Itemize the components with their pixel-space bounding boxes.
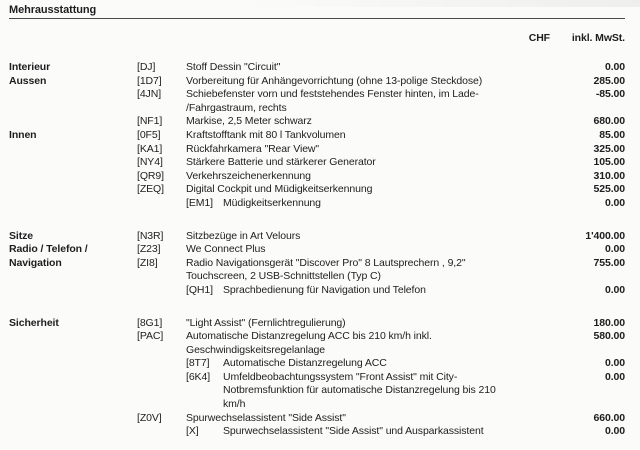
- description-line: /Fahrgastraum, rechts: [186, 101, 287, 114]
- option-description: [186, 183, 513, 197]
- table-row: [9, 156, 625, 170]
- table-row: [9, 371, 625, 412]
- option-price: 680.00: [593, 115, 625, 128]
- description-line: Spurwechselassistent "Side Assist" und Ausparkassistent: [223, 425, 484, 438]
- option-code: [Z0V]: [137, 411, 162, 424]
- sub-option-text: [223, 357, 513, 371]
- option-code: [ZEQ]: [137, 183, 164, 196]
- description-line: Digital Cockpit und Müdigkeitserkennung: [186, 183, 373, 196]
- table-row: [9, 61, 625, 75]
- options-table: [9, 61, 625, 439]
- description-line: Touchscreen, 2 USB-Schnittstellen (Typ C): [186, 270, 381, 283]
- description-line: Kraftstofftank mit 80 l Tankvolumen: [186, 128, 346, 141]
- description-line: Stoff Dessin "Circuit": [186, 61, 281, 73]
- category-label: Aussen: [9, 74, 47, 87]
- sub-option-text: [223, 425, 513, 439]
- option-price: 0.00: [604, 61, 625, 73]
- table-row: [9, 170, 625, 184]
- sub-option-code: [EM1]: [186, 196, 213, 209]
- description-line: km/h: [223, 398, 246, 411]
- sub-option-code: [6K4]: [186, 370, 211, 383]
- table-row: [9, 88, 625, 115]
- description-line: Notbremsfunktion für automatische Distanzregelung bis 210: [223, 384, 496, 397]
- description-line: Spurwechselassistent "Side Assist": [186, 411, 346, 424]
- sub-option-code: [8T7]: [186, 357, 210, 370]
- option-price: 755.00: [593, 256, 625, 269]
- category-label: Interieur: [9, 61, 51, 73]
- table-row: [9, 129, 625, 143]
- table-row: [9, 243, 625, 257]
- option-code: [KA1]: [137, 142, 163, 155]
- option-description: [186, 243, 513, 257]
- option-price: 85.00: [599, 128, 625, 141]
- title-divider: [9, 18, 625, 19]
- description-line: Sprachbedienung für Navigation und Telefon: [223, 283, 426, 296]
- category-label: Radio / Telefon /: [9, 243, 88, 256]
- description-line: Automatische Distanzregelung ACC bis 210 km/h inkl.: [186, 330, 432, 343]
- option-price: 660.00: [593, 411, 625, 424]
- option-price: -85.00: [595, 88, 625, 101]
- option-code: [NF1]: [137, 115, 163, 128]
- description-line: "Light Assist" (Fernlichtregulierung): [186, 316, 346, 329]
- option-description: [186, 61, 513, 75]
- category-label: Innen: [9, 128, 37, 141]
- option-code: [DJ]: [137, 61, 156, 73]
- option-price: 285.00: [593, 74, 625, 87]
- option-code: [Z23]: [137, 243, 161, 256]
- option-description: [186, 284, 513, 298]
- table-row: [9, 425, 625, 439]
- option-description: [186, 115, 513, 129]
- option-code: [N3R]: [137, 229, 164, 242]
- table-row: [9, 412, 625, 426]
- table-row: [9, 115, 625, 129]
- option-price: 0.00: [604, 283, 625, 296]
- option-description: [186, 257, 513, 284]
- option-price: 325.00: [593, 142, 625, 155]
- description-line: Radio Navigationsgerät "Discover Pro" 8 Lautsprechern , 9,2": [186, 256, 466, 269]
- sub-option: [186, 357, 513, 371]
- option-code: [QR9]: [137, 169, 164, 182]
- category-label: Sitze: [9, 229, 34, 242]
- table-row: [9, 330, 625, 357]
- option-description: [186, 156, 513, 170]
- option-code: [PAC]: [137, 330, 164, 343]
- category-label: Sicherheit: [9, 316, 59, 329]
- option-code: [8G1]: [137, 316, 163, 329]
- option-description: [186, 129, 513, 143]
- option-price: 180.00: [593, 316, 625, 329]
- option-code: [1D7]: [137, 74, 162, 87]
- option-description: [186, 170, 513, 184]
- price-column-headers: [9, 32, 625, 45]
- option-description: [186, 143, 513, 157]
- sub-option-text: [223, 197, 513, 211]
- sub-option-text: [223, 284, 513, 298]
- table-row: [9, 284, 625, 298]
- option-description: [186, 425, 513, 439]
- option-price: 0.00: [604, 196, 625, 209]
- option-description: [186, 317, 513, 331]
- table-row: [9, 357, 625, 371]
- option-description: [186, 75, 513, 89]
- option-code: [ZI8]: [137, 256, 158, 269]
- description-line: Umfeldbeobachtungssystem "Front Assist" mit City-: [223, 370, 458, 383]
- option-code: [0F5]: [137, 128, 161, 141]
- option-code: [NY4]: [137, 156, 163, 169]
- description-line: Stärkere Batterie und stärkerer Generator: [186, 156, 376, 169]
- option-description: [186, 330, 513, 357]
- option-description: [186, 197, 513, 211]
- description-line: We Connect Plus: [186, 243, 266, 256]
- option-description: [186, 88, 513, 115]
- option-price: 0.00: [604, 370, 625, 383]
- table-row: [9, 183, 625, 197]
- description-line: Müdigkeitserkennung: [223, 196, 321, 209]
- option-price: 0.00: [604, 425, 625, 438]
- option-price: 105.00: [593, 156, 625, 169]
- description-line: Verkehrszeichenerkennung: [186, 169, 311, 182]
- table-row: [9, 257, 625, 284]
- option-price: 1'400.00: [585, 229, 625, 242]
- sub-option: [186, 371, 513, 412]
- table-row: [9, 143, 625, 157]
- sub-option: [186, 197, 513, 211]
- description-line: Geschwindigskeitsregelanlage: [186, 343, 326, 356]
- column-header-incl-mwst: inkl. MwSt.: [571, 32, 625, 44]
- description-line: Automatische Distanzregelung ACC: [223, 357, 387, 370]
- table-row: [9, 317, 625, 331]
- category-label: Navigation: [9, 256, 62, 269]
- table-row: [9, 230, 625, 244]
- description-line: Schiebefenster vorn und feststehendes Fenster hinten, im Lade-: [186, 88, 479, 101]
- option-description: [186, 412, 513, 426]
- table-row: [9, 197, 625, 211]
- column-header-chf: CHF: [528, 32, 550, 44]
- table-row: [9, 75, 625, 89]
- option-description: [186, 371, 513, 412]
- description-line: Vorbereitung für Anhängevorrichtung (ohne 13-polige Steckdose): [186, 74, 483, 87]
- option-code: [4JN]: [137, 88, 162, 101]
- sub-option: [186, 425, 513, 439]
- option-price: 525.00: [593, 183, 625, 196]
- option-price: 0.00: [604, 357, 625, 370]
- sub-option: [186, 284, 513, 298]
- option-price: 310.00: [593, 169, 625, 182]
- description-line: Markise, 2,5 Meter schwarz: [186, 115, 312, 128]
- description-line: Rückfahrkamera "Rear View": [186, 142, 320, 155]
- sub-option-text: [223, 371, 513, 412]
- option-price: 0.00: [604, 243, 625, 256]
- option-description: [186, 230, 513, 244]
- description-line: Sitzbezüge in Art Velours: [186, 229, 301, 242]
- option-price: 580.00: [593, 330, 625, 343]
- page-title: Mehrausstattung: [9, 4, 97, 16]
- sub-option-code: [QH1]: [186, 283, 213, 296]
- sub-option-code: [X]: [186, 425, 199, 438]
- option-description: [186, 357, 513, 371]
